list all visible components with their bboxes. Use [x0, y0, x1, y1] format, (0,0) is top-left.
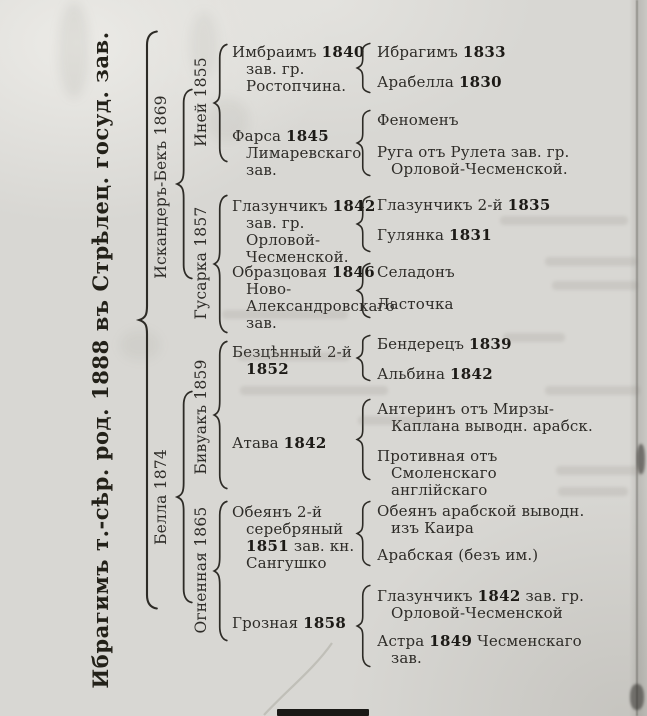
- brace-row-1: [356, 109, 371, 177]
- scratch-mark: [260, 641, 338, 716]
- pedigree-entry-sire: Обеянъ 2-й серебряный 1851 зав. кн. Сангушко: [232, 503, 355, 572]
- label-iskander-bek: Искандеръ-Бекъ 1869: [152, 95, 170, 279]
- brace-ognennaya: [213, 500, 228, 642]
- root-name-text: Ибрагимъ т.-сѣр. род. 1888 въ Стрѣлец. госуд. зав.: [88, 31, 113, 689]
- pedigree-entry-ancestor: Арабелла 1830: [377, 73, 502, 91]
- root-name-label: [84, 24, 118, 696]
- bleed-through-text: [358, 416, 436, 425]
- label-inej: Иней 1855: [192, 57, 210, 147]
- bleed-through-text: [503, 333, 565, 342]
- pedigree-entry-ancestor: Ибрагимъ 1833: [377, 43, 506, 61]
- bleed-through-text: [500, 216, 628, 225]
- pedigree-entry-ancestor: Противная отъ Смоленскаго англійскаго: [377, 447, 498, 499]
- pedigree-entry-dam: Грозная 1858: [232, 614, 347, 632]
- pedigree-entry-dam: Атава 1842: [232, 434, 327, 452]
- label-bella: Белла 1874: [152, 449, 170, 545]
- pedigree-entry-ancestor: Бендерецъ 1839: [377, 335, 512, 353]
- pedigree-entry-ancestor: Арабская (безъ им.): [377, 546, 539, 564]
- pedigree-entry-sire: Имбраимъ 1840 зав. гр. Ростопчина.: [232, 43, 365, 95]
- bleed-through-text: [545, 257, 637, 266]
- bleed-through-text: [222, 310, 348, 319]
- pedigree-entry-dam: Образцовая 1846 Ново-Александровскаго зав.: [232, 263, 395, 332]
- brace-inej: [213, 43, 228, 163]
- page-edge-mark: [630, 684, 644, 710]
- bleed-through-text: [556, 466, 644, 475]
- pedigree-entry-ancestor: Ласточка: [377, 295, 454, 313]
- pedigree-entry-ancestor: Феноменъ: [377, 111, 459, 129]
- pedigree-entry-ancestor: Антеринъ отъ Мирзы-Каплана выводн. арабск.: [377, 400, 593, 435]
- pedigree-entry-ancestor: Руга отъ Рулета зав. гр. Орловой-Чесменской.: [377, 143, 570, 178]
- pedigree-entry-ancestor: Глазунчикъ 1842 зав. гр. Орловой-Чесменской: [377, 587, 585, 622]
- pedigree-entry-sire: Глазунчикъ 1842 зав. гр. Орловой-Чесменской.: [232, 197, 376, 266]
- brace-row-3: [356, 262, 371, 319]
- brace-bivuak: [213, 340, 228, 490]
- bleed-through-text: [552, 281, 638, 290]
- brace-row-2: [356, 195, 371, 253]
- label-ognennaya: Огненная 1865: [192, 506, 210, 634]
- brace-row-5: [356, 398, 371, 481]
- label-gusarka: Гусарка 1857: [192, 206, 210, 320]
- pedigree-entry-ancestor: Альбина 1842: [377, 365, 493, 383]
- pedigree-entry-ancestor: Астра 1849 Чесменскаго зав.: [377, 632, 582, 667]
- label-bivuak: Бивуакъ 1859: [192, 359, 210, 475]
- bleed-through-text: [240, 386, 388, 395]
- page-edge-shade: [629, 0, 647, 716]
- brace-row-4: [356, 334, 371, 382]
- pedigree-entry-ancestor: Обеянъ арабской выводн. изъ Каира: [377, 502, 585, 537]
- bleed-through-text: [558, 487, 628, 496]
- pedigree-entry-ancestor: Глазунчикъ 2-й 1835: [377, 196, 551, 214]
- pedigree-entry-ancestor: Селадонъ: [377, 263, 455, 281]
- brace-row-6: [356, 500, 371, 567]
- bleed-through-text: [238, 352, 350, 361]
- pedigree-entry-ancestor: Гулянка 1831: [377, 226, 492, 244]
- brace-row-7: [356, 584, 371, 668]
- brace-row-0: [356, 42, 371, 94]
- pedigree-entry-sire: Безцѣнный 2-й 1852: [232, 343, 353, 378]
- pedigree-entry-dam: Фарса 1845 Лимаревскаго зав.: [232, 127, 362, 179]
- bleed-through-text: [545, 386, 640, 395]
- page-edge-line: [636, 0, 638, 716]
